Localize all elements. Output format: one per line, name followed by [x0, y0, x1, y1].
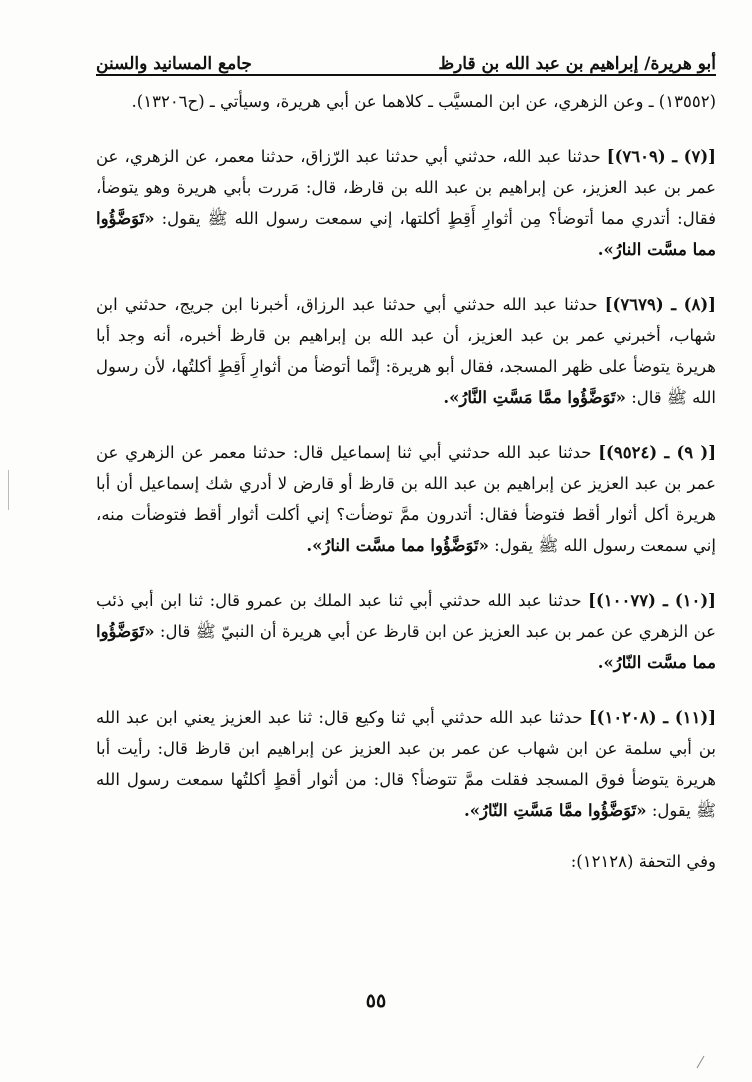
- hadith-text: حدثنا عبد الله حدثني أبي ثنا وكيع قال: ثنا عبد العزيز يعني ابن عبد الله بن أبي سلمة عن ابن شهاب عن عمر بن عبد العزيز عن إبراهيم ابن قارظ قال: رأيت أبا هريرة يتوضأ فوق المسجد فقلت ممَّ تتوضأ؟ قال: من أثوار أقطٍ أكلتُها سمعت رسول الله ﷺ يقول:: [96, 708, 716, 820]
- hadith-ref: [(١٠) ـ (١٠٠٧٧)]: [588, 591, 716, 610]
- hadith-text: حدثنا عبد الله حدثني أبي حدثنا عبد الرزاق، أخبرنا ابن جريج، حدثني ابن شهاب، أخبرني عمر بن عبد العزيز، أن عبد الله بن إبراهيم بن قارظ أخبره، أنه وجد أبا هريرة يتوضأ على ظهر المسجد، فقال أبو هريرة: إنَّما أتوضأ من أثوارِ أَقِطٍ أكلتُها، لأن رسول الله ﷺ قال:: [96, 295, 716, 407]
- hadith-8: [96, 289, 716, 413]
- scan-edge-mark: [697, 1056, 705, 1069]
- page-body: [96, 86, 716, 877]
- hadith-quote: «تَوَضَّؤُوا مما مسَّت النارُ».: [306, 536, 489, 555]
- tuhfa-note: [96, 846, 716, 877]
- spacer: [96, 413, 716, 437]
- spacer: [96, 265, 716, 289]
- header-right-title: أبو هريرة/ إبراهيم بن عبد الله بن قارظ: [438, 54, 716, 74]
- hadith-text: حدثنا عبد الله حدثني أبي ثنا عبد الملك بن عمرو قال: ثنا ابن أبي ذئب عن الزهري عن عمر بن عبد العزيز عن ابن قارظ عن أبي هريرة أن النبيّ ﷺ قال:: [96, 591, 716, 641]
- hadith-quote: «تَوَضَّؤُوا ممَّا مَسَّتِ النَّارُ».: [443, 388, 626, 407]
- page-number: ٥٥: [365, 990, 387, 1012]
- hadith-quote: «تَوَضَّؤُوا مما مسَّت النّارُ».: [96, 622, 716, 672]
- paragraph-text: وفي التحفة (١٢١٢٨):: [570, 852, 716, 871]
- paragraph-intro: [96, 86, 716, 117]
- scan-edge-mark: [8, 470, 9, 510]
- running-header: [96, 40, 716, 74]
- spacer: [96, 678, 716, 702]
- hadith-text: حدثنا عبد الله، حدثني أبي حدثنا عبد الرّزاق، حدثنا معمر، عن الزهري، عن عمر بن عبد العزيز، عن إبراهيم بن عبد الله بن قارظ، قال: مَررت بأبي هريرة وهو يتوضأ، فقال: أتدري مما أتوضأ؟ مِن أثوارِ أَقِطٍ أكلتها، إني سمعت رسول الله ﷺ يقول:: [96, 147, 716, 228]
- hadith-9: [96, 437, 716, 561]
- hadith-7: [96, 141, 716, 265]
- hadith-quote: «تَوَضَّؤُوا ممَّا مَسَّتِ النّارُ».: [464, 801, 647, 820]
- hadith-text: حدثنا عبد الله حدثني أبي ثنا إسماعيل قال: حدثنا معمر عن الزهري عن عمر بن عبد العزيز عن إبراهيم بن عبد الله بن قارظ أو قارض لا أدري شك إسماعيل أن أبا هريرة أكل أثوار أقط فتوضأ فقال: أتدرون ممَّ توضأت؟ إني أكلت أثوار أقط فتوضأت منه، إني سمعت رسول الله ﷺ يقول:: [96, 443, 716, 555]
- hadith-ref: [(٧) ـ (٧٦٠٩)]: [606, 147, 716, 166]
- spacer: [96, 561, 716, 585]
- header-left-title: جامع المسانيد والسنن: [96, 54, 252, 74]
- hadith-quote: «تَوَضَّؤُوا مما مسَّت النارُ».: [96, 209, 716, 259]
- header-divider: [96, 74, 716, 76]
- hadith-ref: [(٨) ـ (٧٦٧٩)]: [604, 295, 716, 314]
- hadith-ref: [( ٩) ـ (٩٥٢٤)]: [598, 443, 717, 462]
- paragraph-text: (١٣٥٥٢) ـ وعن الزهري، عن ابن المسيَّب ـ كلاهما عن أبي هريرة، وسيأتي ـ (ح١٣٢٠٦).: [131, 92, 716, 111]
- hadith-10: [96, 585, 716, 678]
- hadith-ref: [(١١) ـ (١٠٢٠٨)]: [588, 708, 717, 727]
- hadith-11: [96, 702, 716, 826]
- spacer: [96, 826, 716, 846]
- spacer: [96, 117, 716, 141]
